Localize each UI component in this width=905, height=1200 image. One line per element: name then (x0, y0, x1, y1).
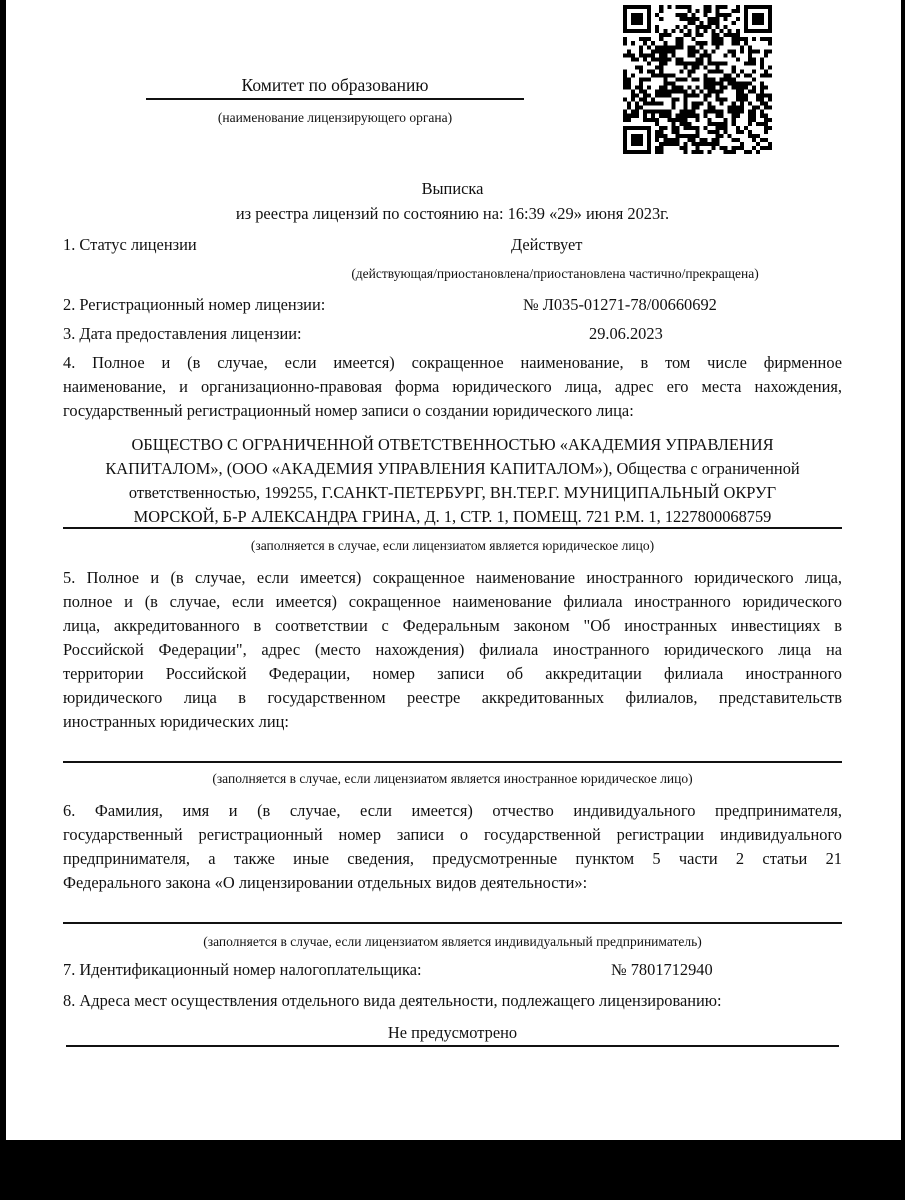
item4-value-line: ответственностью, 199255, Г.САНКТ-ПЕТЕРБУРГ, ВН.ТЕР.Г. МУНИЦИПАЛЬНЫЙ ОКРУГ (128, 483, 777, 502)
item4-line: наименование, и организационно-правовая форма юридического лица, адрес его места нахождения, (63, 377, 842, 396)
item5-line: Российской Федерации", адрес (место нахождения) филиала иностранного юридического лица на (63, 640, 842, 659)
licensing-authority: Комитет по образованию (241, 75, 429, 95)
item7-label: 7. Идентификационный номер налогоплательщика: (63, 960, 422, 979)
item1-caption: (действующая/приостановлена/приостановлена частично/прекращена) (351, 266, 759, 281)
document-subtitle: из реестра лицензий по состоянию на: 16:39 «29» июня 2023г. (235, 204, 670, 223)
qr-code (623, 5, 772, 154)
item5-line: иностранных юридических лиц: (63, 712, 289, 731)
item5-line: полное и (в случае, если имеется) сокращенное наименование филиала иностранного юридического (63, 592, 842, 611)
item8-label: 8. Адреса мест осуществления отдельного вида деятельности, подлежащего лицензированию: (63, 991, 722, 1010)
item6-caption: (заполняется в случае, если лицензиатом является индивидуальный предприниматель) (203, 934, 702, 949)
photo-border-bottom (0, 1140, 905, 1200)
item7-value: № 7801712940 (611, 960, 713, 979)
authority-underline (146, 98, 524, 100)
item4-value-line: ОБЩЕСТВО С ОГРАНИЧЕННОЙ ОТВЕТСТВЕННОСТЬЮ «АКАДЕМИЯ УПРАВЛЕНИЯ (131, 435, 774, 454)
item6-underline (63, 922, 842, 924)
item5-line: 5. Полное и (в случае, если имеется) сокращенное наименование иностранного юридического лица, (63, 568, 842, 587)
item1-label: 1. Статус лицензии (63, 235, 197, 254)
item5-line: юридического лица в государственном реестре аккредитованных филиалов, представительств (63, 688, 842, 707)
item5-caption: (заполняется в случае, если лицензиатом является иностранное юридическое лицо) (212, 771, 693, 786)
item4-value-line: МОРСКОЙ, Б-Р АЛЕКСАНДРА ГРИНА, Д. 1, СТР. 1, ПОМЕЩ. 721 Р.М. 1, 1227800068759 (133, 507, 772, 526)
item4-line: государственный регистрационный номер записи о создании юридического лица: (63, 401, 634, 420)
item6-line: Федерального закона «О лицензировании отдельных видов деятельности»: (63, 873, 588, 892)
item5-underline (63, 761, 842, 763)
item8-value: Не предусмотрено (387, 1023, 518, 1042)
photo-border-left (0, 0, 6, 1200)
photo-border-right (901, 0, 905, 1200)
item6-line: государственный регистрационный номер записи о государственной регистрации индивидуального (63, 825, 842, 844)
item3-label: 3. Дата предоставления лицензии: (63, 324, 302, 343)
item2-value: № Л035-01271-78/00660692 (523, 295, 717, 314)
item4-underline (63, 527, 842, 529)
item2-label: 2. Регистрационный номер лицензии: (63, 295, 326, 314)
item6-line: 6. Фамилия, имя и (в случае, если имеется) отчество индивидуального предпринимателя, (63, 801, 842, 820)
item5-line: территории Российской Федерации, номер записи об аккредитации филиала иностранного (63, 664, 842, 683)
item4-line: 4. Полное и (в случае, если имеется) сокращенное наименование, в том числе фирменное (63, 353, 842, 372)
item6-line: предпринимателя, а также иные сведения, предусмотренные пунктом 5 части 2 статьи 21 (63, 849, 842, 868)
item5-line: лица, аккредитованного в соответствии с Федеральным законом "Об иностранных инвестициях в (63, 616, 842, 635)
item1-value: Действует (511, 235, 583, 254)
item4-value-line: КАПИТАЛОМ», (ООО «АКАДЕМИЯ УПРАВЛЕНИЯ КАПИТАЛОМ»), Общества с ограниченной (105, 459, 800, 478)
item3-value: 29.06.2023 (589, 324, 663, 343)
item8-underline (66, 1045, 839, 1047)
authority-caption: (наименование лицензирующего органа) (217, 110, 453, 125)
item4-caption: (заполняется в случае, если лицензиатом является юридическое лицо) (250, 538, 655, 553)
document-title: Выписка (421, 179, 484, 198)
